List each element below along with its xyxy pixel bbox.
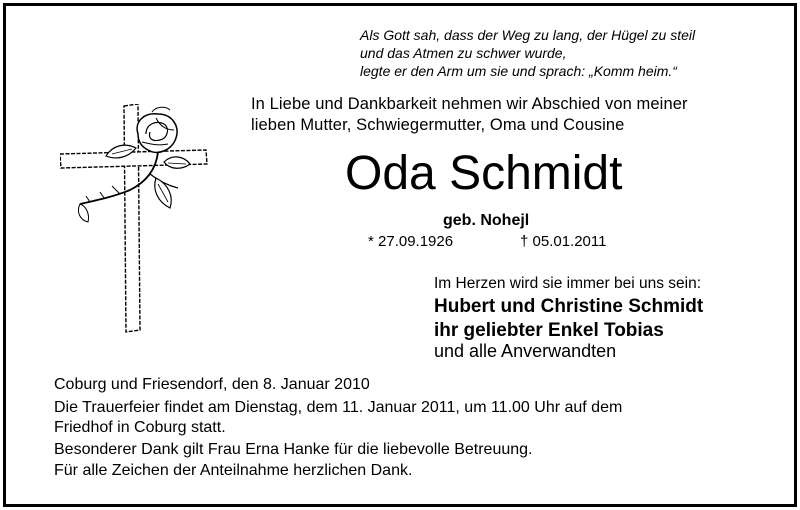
birth-date: * 27.09.1926 bbox=[368, 233, 454, 250]
maiden-name: geb. Nohejl bbox=[443, 212, 530, 229]
mourners-intro: Im Herzen wird sie immer bei uns sein: bbox=[434, 275, 702, 292]
quote-line-1: Als Gott sah, dass der Weg zu lang, der Hügel zu steil bbox=[360, 27, 696, 43]
thanks-all: Für alle Zeichen der Anteilnahme herzlichen Dank. bbox=[54, 462, 413, 479]
intro-line-1: In Liebe und Dankbarkeit nehmen wir Abschied von meiner bbox=[251, 95, 688, 113]
cross-with-rose-icon bbox=[60, 104, 210, 334]
death-date: † 05.01.2011 bbox=[520, 233, 607, 250]
funeral-line-2: Friedhof in Coburg statt. bbox=[54, 419, 226, 436]
mourner-line-2: ihr geliebter Enkel Tobias bbox=[434, 320, 664, 341]
farewell-intro bbox=[251, 94, 688, 136]
funeral-line-1: Die Trauerfeier findet am Dienstag, dem 11. Januar 2011, um 11.00 Uhr auf dem bbox=[54, 399, 623, 416]
funeral-notice bbox=[54, 398, 622, 438]
thanks-care: Besonderer Dank gilt Frau Erna Hanke für die liebevolle Betreuung. bbox=[54, 441, 533, 458]
opening-quote bbox=[360, 26, 695, 80]
place-date: Coburg und Friesendorf, den 8. Januar 2010 bbox=[54, 376, 370, 393]
quote-line-2: und das Atmen zu schwer wurde, bbox=[360, 45, 567, 61]
mourner-line-1: Hubert und Christine Schmidt bbox=[434, 296, 704, 317]
mourner-line-3: und alle Anverwandten bbox=[434, 341, 617, 361]
deceased-name: Oda Schmidt bbox=[345, 147, 623, 200]
quote-line-3: legte er den Arm um sie und sprach: „Komm heim.“ bbox=[360, 63, 677, 79]
intro-line-2: lieben Mutter, Schwiegermutter, Oma und Cousine bbox=[251, 116, 625, 134]
